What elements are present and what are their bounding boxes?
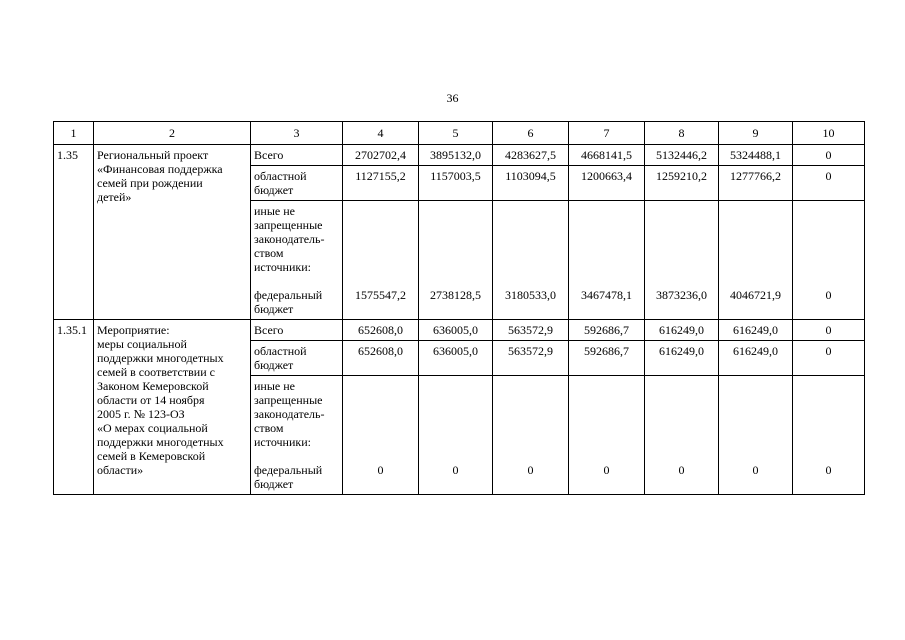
value-text: 1277766,2	[730, 169, 781, 183]
value-text: 0	[825, 344, 832, 358]
value-cell	[645, 341, 719, 376]
value-text: 4046721,9	[730, 288, 781, 302]
section-title-line: «Финансовая поддержка	[97, 162, 223, 176]
value-cell	[569, 320, 645, 341]
value-cell	[419, 341, 493, 376]
value-text: 652608,0	[358, 323, 403, 337]
header-cell: 2	[94, 122, 251, 145]
header-cell: 4	[343, 122, 419, 145]
funding-source-label: областной бюджет	[254, 169, 307, 197]
value-cell	[343, 145, 419, 166]
value-cell	[493, 145, 569, 166]
section-title-line: 2005 г. № 123-ОЗ	[97, 407, 185, 421]
value-text: 563572,9	[508, 323, 553, 337]
value-cell	[569, 201, 645, 320]
value-cell	[645, 320, 719, 341]
value-text: 616249,0	[733, 323, 778, 337]
value-text: 616249,0	[733, 344, 778, 358]
value-cell	[493, 376, 569, 495]
value-cell	[645, 145, 719, 166]
header-cell: 9	[719, 122, 793, 145]
value-text: 616249,0	[659, 323, 704, 337]
value-text: 5132446,2	[656, 148, 707, 162]
value-text: 3180533,0	[505, 288, 556, 302]
section-code: 1.35	[54, 145, 94, 320]
section-title	[94, 145, 251, 320]
funding-source	[251, 376, 343, 495]
funding-source-intro: иные не запрещенные законодатель-ством источники:	[254, 204, 325, 274]
funding-source	[251, 145, 343, 166]
funding-source-intro: иные не запрещенные законодатель-ством источники:	[254, 379, 325, 449]
section-title-line: «О мерах социальной	[97, 421, 208, 435]
header-cell: 8	[645, 122, 719, 145]
value-cell	[419, 145, 493, 166]
value-cell	[645, 376, 719, 495]
value-text: 0	[825, 463, 832, 477]
value-text: 1103094,5	[505, 169, 556, 183]
value-text: 592686,7	[584, 344, 629, 358]
value-cell	[493, 201, 569, 320]
value-cell	[493, 341, 569, 376]
value-text: 2702702,4	[355, 148, 406, 162]
value-text: 0	[825, 288, 832, 302]
funding-source	[251, 341, 343, 376]
header-cell: 10	[793, 122, 865, 145]
header-cell: 6	[493, 122, 569, 145]
funding-source-label: Всего	[254, 323, 284, 337]
value-cell	[793, 166, 865, 201]
section-title-line: области»	[97, 463, 144, 477]
value-text: 652608,0	[358, 344, 403, 358]
value-cell	[343, 320, 419, 341]
section-title-line: семей в соответствии с	[97, 365, 215, 379]
header-row	[54, 122, 865, 145]
value-text: 0	[825, 323, 832, 337]
value-cell	[343, 376, 419, 495]
value-cell	[493, 166, 569, 201]
value-cell	[493, 320, 569, 341]
value-cell	[719, 145, 793, 166]
value-cell	[719, 341, 793, 376]
value-cell	[343, 341, 419, 376]
value-cell	[793, 376, 865, 495]
budget-table	[53, 121, 865, 495]
value-cell	[343, 201, 419, 320]
funding-source	[251, 201, 343, 320]
value-text: 0	[678, 463, 685, 477]
value-text: 2738128,5	[430, 288, 481, 302]
header-cell: 3	[251, 122, 343, 145]
header-cell: 7	[569, 122, 645, 145]
section-title-line: Законом Кемеровской	[97, 379, 209, 393]
value-text: 1157003,5	[430, 169, 481, 183]
funding-source	[251, 166, 343, 201]
value-cell	[343, 166, 419, 201]
funding-source-label: Всего	[254, 148, 284, 162]
section-title-line: Мероприятие:	[97, 323, 170, 337]
value-cell	[719, 376, 793, 495]
value-cell	[719, 166, 793, 201]
value-cell	[419, 201, 493, 320]
value-text: 5324488,1	[730, 148, 781, 162]
table-row	[54, 145, 865, 166]
value-cell	[419, 320, 493, 341]
value-text: 0	[603, 463, 610, 477]
section-title-line: семей при рождении	[97, 176, 203, 190]
value-cell	[645, 201, 719, 320]
section-title-line: поддержки многодетных	[97, 351, 224, 365]
value-text: 616249,0	[659, 344, 704, 358]
value-cell	[569, 145, 645, 166]
value-cell	[793, 320, 865, 341]
value-cell	[793, 341, 865, 376]
section-title-line: детей»	[97, 190, 132, 204]
value-text: 3895132,0	[430, 148, 481, 162]
section-title-line: Региональный проект	[97, 148, 209, 162]
value-text: 592686,7	[584, 323, 629, 337]
value-text: 0	[825, 148, 832, 162]
value-cell	[569, 341, 645, 376]
value-text: 3467478,1	[581, 288, 632, 302]
value-text: 563572,9	[508, 344, 553, 358]
funding-source-label: федеральный бюджет	[254, 463, 323, 491]
value-text: 636005,0	[433, 323, 478, 337]
section-title-line: семей в Кемеровской	[97, 449, 206, 463]
value-cell	[419, 166, 493, 201]
value-text: 0	[825, 169, 832, 183]
value-text: 1575547,2	[355, 288, 406, 302]
value-text: 4283627,5	[505, 148, 556, 162]
funding-source-label: федеральный бюджет	[254, 288, 323, 316]
value-cell	[793, 201, 865, 320]
section-title-line: области от 14 ноября	[97, 393, 205, 407]
value-text: 0	[752, 463, 759, 477]
value-cell	[569, 166, 645, 201]
value-text: 0	[377, 463, 384, 477]
value-text: 1127155,2	[355, 169, 406, 183]
value-cell	[719, 320, 793, 341]
table-row	[54, 320, 865, 341]
header-cell: 1	[54, 122, 94, 145]
page-number: 36	[446, 91, 459, 105]
value-cell	[569, 376, 645, 495]
value-text: 3873236,0	[656, 288, 707, 302]
value-text: 1200663,4	[581, 169, 632, 183]
section-title	[94, 320, 251, 495]
funding-source-label: областной бюджет	[254, 344, 307, 372]
value-text: 636005,0	[433, 344, 478, 358]
section-title-line: меры социальной	[97, 337, 187, 351]
value-cell	[793, 145, 865, 166]
value-text: 4668141,5	[581, 148, 632, 162]
value-cell	[645, 166, 719, 201]
funding-source	[251, 320, 343, 341]
header-cell: 5	[419, 122, 493, 145]
value-text: 0	[527, 463, 534, 477]
section-title-line: поддержки многодетных	[97, 435, 224, 449]
value-cell	[419, 376, 493, 495]
value-cell	[719, 201, 793, 320]
value-text: 1259210,2	[656, 169, 707, 183]
section-code: 1.35.1	[54, 320, 94, 495]
value-text: 0	[452, 463, 459, 477]
